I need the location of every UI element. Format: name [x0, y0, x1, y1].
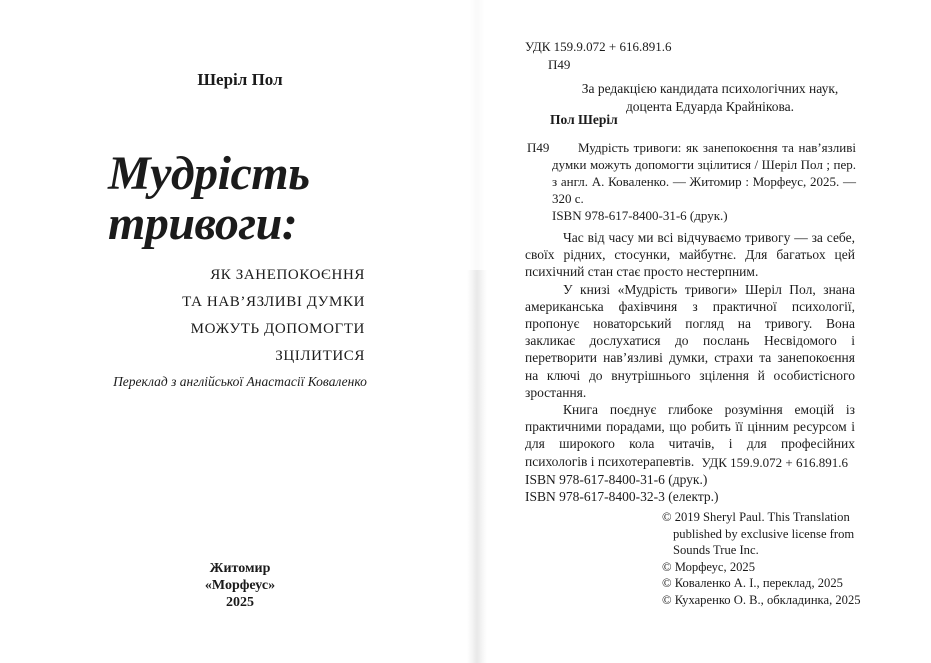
subtitle-line: ЗЦІЛИТИСЯ [275, 348, 365, 364]
editor-line: доцента Едуарда Крайнікова. [625, 99, 795, 114]
udc-code-top: УДК 159.9.072 + 616.891.6 [525, 39, 672, 54]
isbn-print: ISBN 978-617-8400-31-6 (друк.) [525, 472, 708, 487]
annotation-paragraph: Час від часу ми всі відчуваємо тривогу — за себе, своїх рідних, стосунки, майбутнє. Для багатьох цей психічний стан стає просто нестерпним. [525, 230, 855, 280]
isbn-electronic: ISBN 978-617-8400-32-3 (електр.) [525, 489, 719, 504]
catalog-card [552, 139, 856, 224]
catalog-card-isbn: ISBN 978-617-8400-31-6 (друк.) [552, 208, 728, 223]
title-line: тривоги: [108, 197, 298, 250]
copyright-line: © Морфеус, 2025 [662, 559, 756, 574]
editors-note [565, 80, 855, 116]
book-title [108, 149, 310, 249]
subtitle-line: ТА НАВ’ЯЗЛИВІ ДУМКИ [182, 294, 365, 310]
subtitle-line: ЯК ЗАНЕПОКОЄННЯ [210, 267, 365, 283]
imprint-year: 2025 [226, 595, 254, 610]
author-code: П49 [548, 57, 571, 72]
catalog-card-code: П49 [527, 140, 550, 155]
annotation [525, 229, 855, 470]
title-line: Мудрість [108, 147, 310, 200]
annotation-paragraph: Книга поєднує глибоке розуміння емоцій із практичними порадами, що робить її цінним ресурсом і для широкого кола читачів, і для професійних психологів і психотерапевтів. [525, 402, 855, 469]
copyright-line: © Коваленко А. І., переклад, 2025 [662, 576, 843, 590]
author-name: Шеріл Пол [197, 70, 283, 89]
catalog-card-description: Мудрість тривоги: як занепокоєння та нав’язливі думки можуть допомогти зцілитися / Шеріл Пол ; пер. з англ. А. Коваленко. — Житомир : Морфеус, 2025. — 320 с. [552, 140, 856, 206]
udc-code-bottom: УДК 159.9.072 + 616.891.6 [701, 455, 848, 470]
page-gutter-shadow [467, 270, 487, 663]
imprint-publisher: «Морфеус» [204, 578, 276, 593]
subtitle-line: МОЖУТЬ ДОПОМОГТИ [190, 321, 365, 337]
book-subtitle [115, 262, 365, 370]
editor-line: За редакцією кандидата психологічних наук, [581, 81, 839, 96]
imprint [115, 560, 365, 611]
annotation-paragraph: У книзі «Мудрість тривоги» Шеріл Пол, знана американська фахівчиня з практичної психології, пропонує новаторський погляд на тривогу. Вона закликає дослухатися до послань Несвідомого і перетворити нав’язливі думки, страхи та занепокоєння на ключі до внутрішнього зцілення й особистісного зростання. [525, 281, 855, 400]
catalog-author: Пол Шеріл [550, 112, 618, 127]
copyright-block [662, 509, 867, 608]
translator-credit: Переклад з англійської Анастасії Коваленко [113, 374, 367, 389]
copyright-line: Sounds True Inc. [673, 543, 759, 557]
copyright-line: published by exclusive license from [673, 526, 855, 541]
imprint-city: Житомир [209, 561, 271, 576]
copyright-line: © Кухаренко О. В., обкладинка, 2025 [662, 592, 861, 607]
copyright-line: © 2019 Sheryl Paul. This Translation [662, 510, 850, 524]
